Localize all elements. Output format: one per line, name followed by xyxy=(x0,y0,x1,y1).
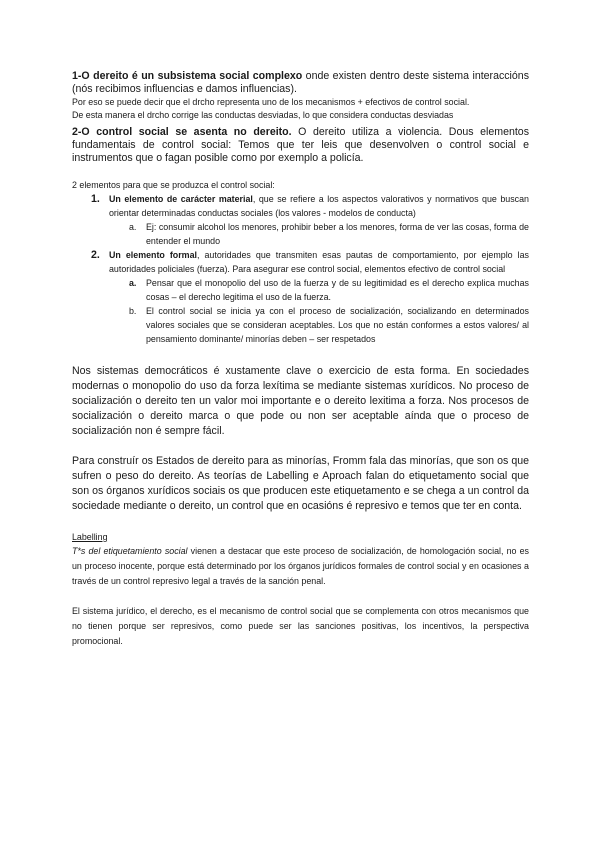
labelling-heading: Labelling xyxy=(72,532,108,542)
section-2-text: O dereito utiliza a violencia. Dous elementos fundamentais de control social: Temos que ter leis que desenvolven o control social e instrumentos que o fagan posible como por exemplo a policía. xyxy=(72,126,529,164)
list-item xyxy=(72,192,529,220)
sub-list-text: El control social se inicia ya con el proceso de socialización, socializando en determinados valores sociales que se consideran aceptables. Los que no están conformes a estos valores/ al pensamiento dominante/ minorías deben – ser respetados xyxy=(146,306,529,344)
list-number: 1. xyxy=(91,193,100,205)
elements-intro: 2 elementos para que se produzca el control social: xyxy=(72,180,275,190)
section-1-paragraph xyxy=(72,70,529,96)
sub-list-item xyxy=(72,276,529,304)
sub-list-text: Pensar que el monopolio del uso de la fuerza y de su legitimidad es el derecho explica muchas cosas – el derecho legitima el uso de la fuerza. xyxy=(146,278,529,302)
section-1-heading: 1-O dereito é un subsistema social complexo xyxy=(72,70,303,82)
paragraph-democratic-systems: Nos sistemas democráticos é xustamente clave o exercicio de esta forma. En sociedades modernas o monopolio do uso da forza lexítima se mediante sistemas xurídicos. No proceso de socialización o dereito ten un valor moi importante e o dereito lexitima a forza. Nos procesos de socialización o dereito marca o que pode ou non ser aceptable aínda que o proceso de socialización non é sempre fácil. xyxy=(72,365,529,437)
sub-list-letter: a. xyxy=(129,222,137,232)
sub-list-letter: b. xyxy=(129,306,137,316)
section-1-text: onde existen dentro deste sistema interaccións (nós recibimos influencias e damos influencias). xyxy=(72,70,529,95)
section-2-heading: 2-O control social se asenta no dereito. xyxy=(72,126,292,138)
labelling-paragraph xyxy=(72,544,529,589)
elements-list xyxy=(72,192,529,346)
list-item xyxy=(72,248,529,276)
paragraph-minorities: Para construír os Estados de dereito para as minorías, Fromm fala das minorías, que son os que sufren o peso do dereito. As teorías de Labelling e Aproach falan do etiquetamento social que son os órganos xurídicos sociais os que producen este etiquetamento e se chega a un control da sociedade mediante o dereito, un control que en ocasións é represivo e temos que ter en conta. xyxy=(72,455,529,512)
legal-system-paragraph: El sistema jurídico, el derecho, es el mecanismo de control social que se complementa con otros mecanismos que no tienen porque ser represivos, como puede ser las sanciones positivas, los incentivos, la perspectiva promocional. xyxy=(72,606,529,646)
sub-list-letter: a. xyxy=(129,278,137,288)
section-1-line-3: De esta manera el drcho corrige las conductas desviadas, lo que considera conductas desviadas xyxy=(72,110,454,120)
list-item-bold: Un elemento formal xyxy=(109,250,197,260)
section-1-line-2: Por eso se puede decir que el drcho representa uno de los mecanismos + efectivos de control social. xyxy=(72,97,470,107)
sub-list-item xyxy=(72,304,529,346)
section-2-paragraph xyxy=(72,126,529,165)
list-number: 2. xyxy=(91,249,100,261)
labelling-text: vienen a destacar que este proceso de socialización, de homologación social, no es un proceso inocente, porque está determinado por los órganos jurídicos formales de control social y en ocasiones a través de un control represivo legal a través de la sanción penal. xyxy=(72,546,529,586)
list-item-bold: Un elemento de carácter material xyxy=(109,194,253,204)
document-page xyxy=(72,70,529,649)
list-item-text: , que se refiere a los aspectos valorativos y normativos que buscan orientar determinadas conductas sociales (los valores - modelos de conducta) xyxy=(109,194,529,218)
sub-list-text: Ej: consumir alcohol los menores, prohibir beber a los menores, forma de ver las cosas, forma de entender el mundo xyxy=(146,222,529,246)
sub-list-item xyxy=(72,220,529,248)
labelling-italic: T*s del etiquetamiento social xyxy=(72,546,188,556)
list-item-text: , autoridades que transmiten esas pautas de comportamiento, por ejemplo las autoridades policiales (fuerza). Para asegurar ese control social, elementos efectivo de control social xyxy=(109,250,529,274)
